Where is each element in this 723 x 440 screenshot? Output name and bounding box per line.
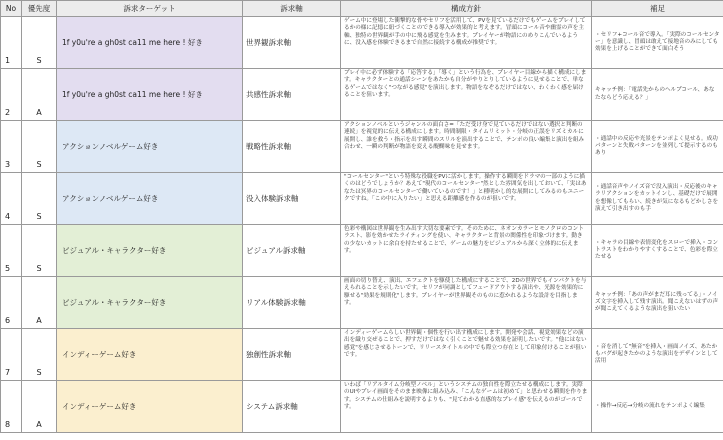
- axis-cell[interactable]: [243, 121, 341, 173]
- header-axis[interactable]: 訴求軸: [243, 1, 341, 17]
- table-row: [1, 121, 723, 173]
- table-row: [1, 225, 723, 277]
- axis-text: 世界観訴求軸: [246, 38, 291, 47]
- header-priority[interactable]: 優先度: [22, 1, 57, 17]
- row-number: 8: [5, 420, 11, 429]
- policy-cell[interactable]: [341, 381, 592, 433]
- table-row: [1, 277, 723, 329]
- row-number: 5: [5, 264, 11, 273]
- row-number: 2: [5, 108, 11, 117]
- target-text: インディーゲーム好き: [62, 402, 137, 411]
- target-text: 1f y0u're a gh0st ca11 me here ! 好き: [62, 90, 203, 99]
- notes-cell[interactable]: [592, 17, 723, 69]
- priority-cell[interactable]: [22, 329, 57, 381]
- priority-value: A: [36, 108, 42, 117]
- priority-value: S: [36, 368, 42, 377]
- axis-cell[interactable]: [243, 277, 341, 329]
- priority-value: A: [36, 420, 42, 429]
- target-cell[interactable]: [57, 225, 243, 277]
- priority-value: S: [36, 56, 42, 65]
- row-number-cell[interactable]: [1, 173, 22, 225]
- row-number: 1: [5, 56, 11, 65]
- notes-cell[interactable]: [592, 277, 723, 329]
- target-cell[interactable]: [57, 329, 243, 381]
- policy-text: 画面の切り替え、演出、エフェクトを駆使した構成にすることで、2Dの世界でもインパクトを与えられることを示したいです。セリフが同調としてフェードアウトする演出や、光源を効果的に駆せる"効果を規則化"します。プレイヤーが世界観そのものに惹かれるような設計を目指します。: [344, 278, 587, 306]
- notes-text: ・セリフ+コール音で導入。「実際のコールセンター」を意識し、冒頭は敢えて接地音のみにしても効果を上げることができて面白そう: [595, 31, 720, 53]
- policy-text: "コールセンター"という特殊な役職をPVに活かします。操作する瞬間をドラマの一部のように描くのはどうでしょうか？あえて"現代のコールセンター"然とした雰囲気を出しておいて、「実はあなたは冥界のコールセンターで働いているのです！」と種明かし的な展開にしてみるのもユニークですね。「この中に入りたい」と思える距離感を作るのが狙いです。: [344, 174, 587, 202]
- priority-value: S: [36, 160, 42, 169]
- notes-text: キャッチ例：「電話先からのヘルプコール、あなたならどう応える？」: [595, 87, 715, 101]
- target-text: ビジュアル・キャラクター好き: [62, 246, 167, 255]
- notes-text: ・操作→反応→分岐の流れをテンポよく編集: [595, 402, 705, 409]
- priority-cell[interactable]: [22, 277, 57, 329]
- axis-text: 独創性訴求軸: [246, 350, 291, 359]
- row-number-cell[interactable]: [1, 69, 22, 121]
- axis-text: ビジュアル訴求軸: [246, 246, 306, 255]
- table-row: [1, 69, 723, 121]
- header-no[interactable]: No: [1, 1, 22, 17]
- notes-cell[interactable]: [592, 173, 723, 225]
- table-row: [1, 173, 723, 225]
- policy-text: いわば「リアルタイム分岐型ノベル」というシステムの独自性を際立たせる構成にします。実際のUIやプレイ画面をそのまま映像に組み込み、「こんなゲームは初めて」と思わせる瞬間を作ります。システムの仕組みを説明するよりも、"見てわかる直感的なプレイ感"を伝えるのがゴールです。: [344, 382, 588, 410]
- priority-cell[interactable]: [22, 17, 57, 69]
- row-number-cell[interactable]: [1, 225, 22, 277]
- table-row: [1, 329, 723, 381]
- row-number-cell[interactable]: [1, 17, 22, 69]
- notes-text: ・通話音声やノイズ音で没入演出・反応後のキャラリアクションをカットインし、基礎だけで展開を想像してもらい、続きが気になるもどかしさを演えて引き出すのも手: [595, 183, 719, 212]
- notes-cell[interactable]: [592, 329, 723, 381]
- notes-cell[interactable]: [592, 381, 723, 433]
- policy-text: プレイ中に必ず体験する「応答する」「導く」という行為を、プレイヤー目線から描く構成にします。キャラクターとの通話シーンをあたかも自分がやりとりしているように見せることで、単なるゲームではなく"つながる感覚"を演出します。物語をなぞるだけではない、わくわく感を届けることを狙います。: [344, 70, 587, 98]
- target-text: ビジュアル・キャラクター好き: [62, 298, 167, 307]
- notes-text: キャッチ例：「あの声がまだ耳に残ってる」・ノイズ文字を挿入して残す演出。聞こえないはずの声が聞こえてくるような演出を狙いたい: [595, 291, 719, 313]
- priority-value: S: [36, 212, 42, 221]
- axis-cell[interactable]: [243, 225, 341, 277]
- target-cell[interactable]: [57, 277, 243, 329]
- priority-cell[interactable]: [22, 381, 57, 433]
- policy-cell[interactable]: [341, 277, 592, 329]
- target-cell[interactable]: [57, 173, 243, 225]
- policy-text: ゲーム中に登場した衝撃的な骨やセリフを活用して、PVを見ているだけでもゲームをプレイしてるかの様に記憶に紐づくことのできる導入が効果的と考えます。冒頭にコール音や幽霊の声を主軸、独特の世界観が手の中に飛る感覚を生みます。プレイヤーが物語にのめりこんでいるように、没入感を体験できるまで自然に接続する構成が推奨です。: [344, 18, 586, 46]
- notes-cell[interactable]: [592, 69, 723, 121]
- priority-value: S: [36, 264, 42, 273]
- target-cell[interactable]: [57, 121, 243, 173]
- policy-cell[interactable]: [341, 17, 592, 69]
- target-cell[interactable]: [57, 17, 243, 69]
- row-number: 4: [5, 212, 11, 221]
- row-number-cell[interactable]: [1, 121, 22, 173]
- notes-text: ・キャラの目線や表情変化をスローで挿入・コントラストをわかりやすくすることで、色彩を際立たせる: [595, 239, 719, 261]
- priority-cell[interactable]: [22, 225, 57, 277]
- axis-text: リアル体験訴求軸: [246, 298, 306, 307]
- header-target[interactable]: 訴求ターゲット: [57, 1, 243, 17]
- row-number: 6: [5, 316, 11, 325]
- notes-text: ・音を消して"無音"を挿入・画面ノイズ、あたかもバグが起きたかのような演出をデザインとして活用: [595, 343, 718, 365]
- policy-cell[interactable]: [341, 329, 592, 381]
- row-number-cell[interactable]: [1, 277, 22, 329]
- axis-text: 戦略性訴求軸: [246, 142, 291, 151]
- axis-cell[interactable]: [243, 69, 341, 121]
- priority-cell[interactable]: [22, 69, 57, 121]
- header-notes[interactable]: 補足: [592, 1, 723, 17]
- policy-text: インディーゲームらしい世界観・個性を行い出す構成にします。開発や会話、視覚効果などの演出を織り交ぜることで、押すだけではなく引くことで魅せる効果を証明したいです。"他にはない感覚"を感じさせるトーンで、リリースタイトルの中でも際立つ存在として印象付けることが狙いです。: [344, 330, 587, 358]
- row-number-cell[interactable]: [1, 381, 22, 433]
- axis-cell[interactable]: [243, 329, 341, 381]
- axis-text: 没入体験訴求軸: [246, 194, 299, 203]
- policy-cell[interactable]: [341, 225, 592, 277]
- policy-cell[interactable]: [341, 173, 592, 225]
- table-row: [1, 17, 723, 69]
- notes-cell[interactable]: [592, 225, 723, 277]
- priority-cell[interactable]: [22, 121, 57, 173]
- target-text: アクションノベルゲーム好き: [62, 142, 159, 151]
- target-text: インディーゲーム好き: [62, 350, 137, 359]
- policy-text: アクションノベルというジャンルの面白さ=「ただ受け身で見ているだけではない選択と判断の連続」を視覚的に伝える構成にします。時間制限・タイムリミット・分岐の正誤をリズミカルに展開し、誰を救う・指示を出す瞬間のスリルを演出することで、テンポの良い編集と演出を組み合わせ、一瞬の判断が物語を変える醍醐味を見せます。: [344, 122, 585, 150]
- target-text: 1f y0u're a gh0st ca11 me here ! 好き: [62, 38, 203, 47]
- row-number: 7: [5, 368, 11, 377]
- priority-value: A: [36, 316, 42, 325]
- policy-cell[interactable]: [341, 121, 592, 173]
- target-cell[interactable]: [57, 69, 243, 121]
- target-cell[interactable]: [57, 381, 243, 433]
- target-text: アクションノベルゲーム好き: [62, 194, 159, 203]
- axis-cell[interactable]: [243, 381, 341, 433]
- table-row: [1, 381, 723, 433]
- notes-cell[interactable]: [592, 121, 723, 173]
- policy-text: 色彩や構図は世界観を生み出す大切な要素です。そのために、ネオンカラーとモノクロのコントラスト、影を効かせたライティングを使い、キャラクターと背景の関係性を印象づけます。動きの少ないカットに余白を持たせることで、ゲームの魅力をビジュアルから深く立体的に伝えます。: [344, 226, 584, 254]
- axis-cell[interactable]: [243, 17, 341, 69]
- axis-cell[interactable]: [243, 173, 341, 225]
- axis-text: システム訴求軸: [246, 402, 298, 411]
- header-row: [1, 1, 723, 17]
- row-number-cell[interactable]: [1, 329, 22, 381]
- row-number: 3: [5, 160, 11, 169]
- notes-text: ・通話中の反応や光景をテンポよく見せる。成功パターンと失敗パターンを並列して提示するのもあり: [595, 135, 718, 157]
- axis-text: 共感性訴求軸: [246, 90, 291, 99]
- policy-cell[interactable]: [341, 69, 592, 121]
- priority-cell[interactable]: [22, 173, 57, 225]
- header-policy[interactable]: 構成方針: [341, 1, 592, 17]
